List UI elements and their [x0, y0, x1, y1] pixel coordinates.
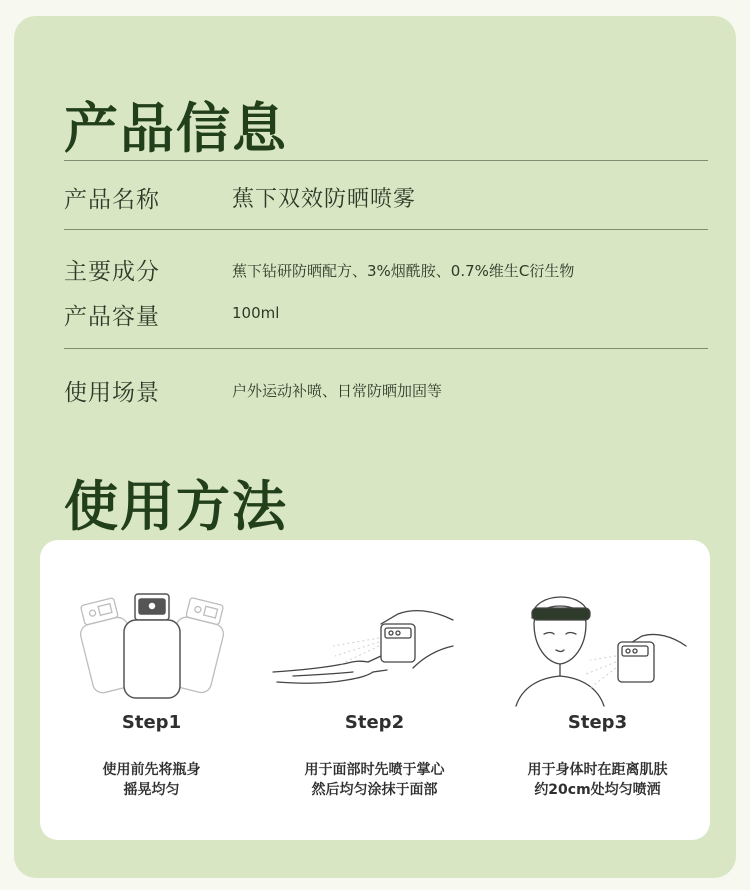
step-2: [263, 540, 486, 840]
row-value-name: 蕉下双效防晒喷雾: [232, 187, 417, 212]
step-title: Step3: [567, 712, 628, 733]
row-label-name: 产品名称: [64, 187, 160, 213]
step-description-line: 使用前先将瓶身: [102, 762, 201, 778]
divider: [64, 348, 708, 349]
row-value-volume: 100ml: [232, 304, 280, 322]
spray-palm-icon: [263, 580, 486, 710]
step-title: Step2: [344, 712, 405, 733]
divider: [64, 229, 708, 230]
step-description-line: 然后均匀涂抹于面部: [311, 782, 438, 798]
steps-panel: [40, 540, 710, 840]
row-label-volume: 产品容量: [64, 304, 160, 330]
row-label-ingredients: 主要成分: [64, 259, 160, 285]
step-description-line: 约20cm处均匀喷洒: [534, 782, 661, 798]
step-description: [486, 760, 709, 800]
row-label-scenario: 使用场景: [64, 380, 160, 406]
shake-bottle-icon: [40, 580, 263, 710]
row-value-scenario: 户外运动补喷、日常防晒加固等: [232, 382, 443, 400]
step-1: [40, 540, 263, 840]
step-3: [486, 540, 709, 840]
step-description-line: 摇晃均匀: [123, 782, 180, 798]
row-value-ingredients: 蕉下钻研防晒配方、3%烟酰胺、0.7%维生C衍生物: [232, 262, 575, 280]
step-description: [263, 760, 486, 800]
spray-face-icon: [486, 580, 709, 710]
step-description-line: 用于面部时先喷于掌心: [304, 762, 445, 778]
divider: [64, 160, 708, 161]
step-description-line: 用于身体时在距离肌肤: [527, 762, 668, 778]
info-section-title: 产品信息: [64, 96, 288, 160]
usage-section-title: 使用方法: [64, 474, 288, 538]
step-title: Step1: [121, 712, 182, 733]
step-description: [40, 760, 263, 800]
